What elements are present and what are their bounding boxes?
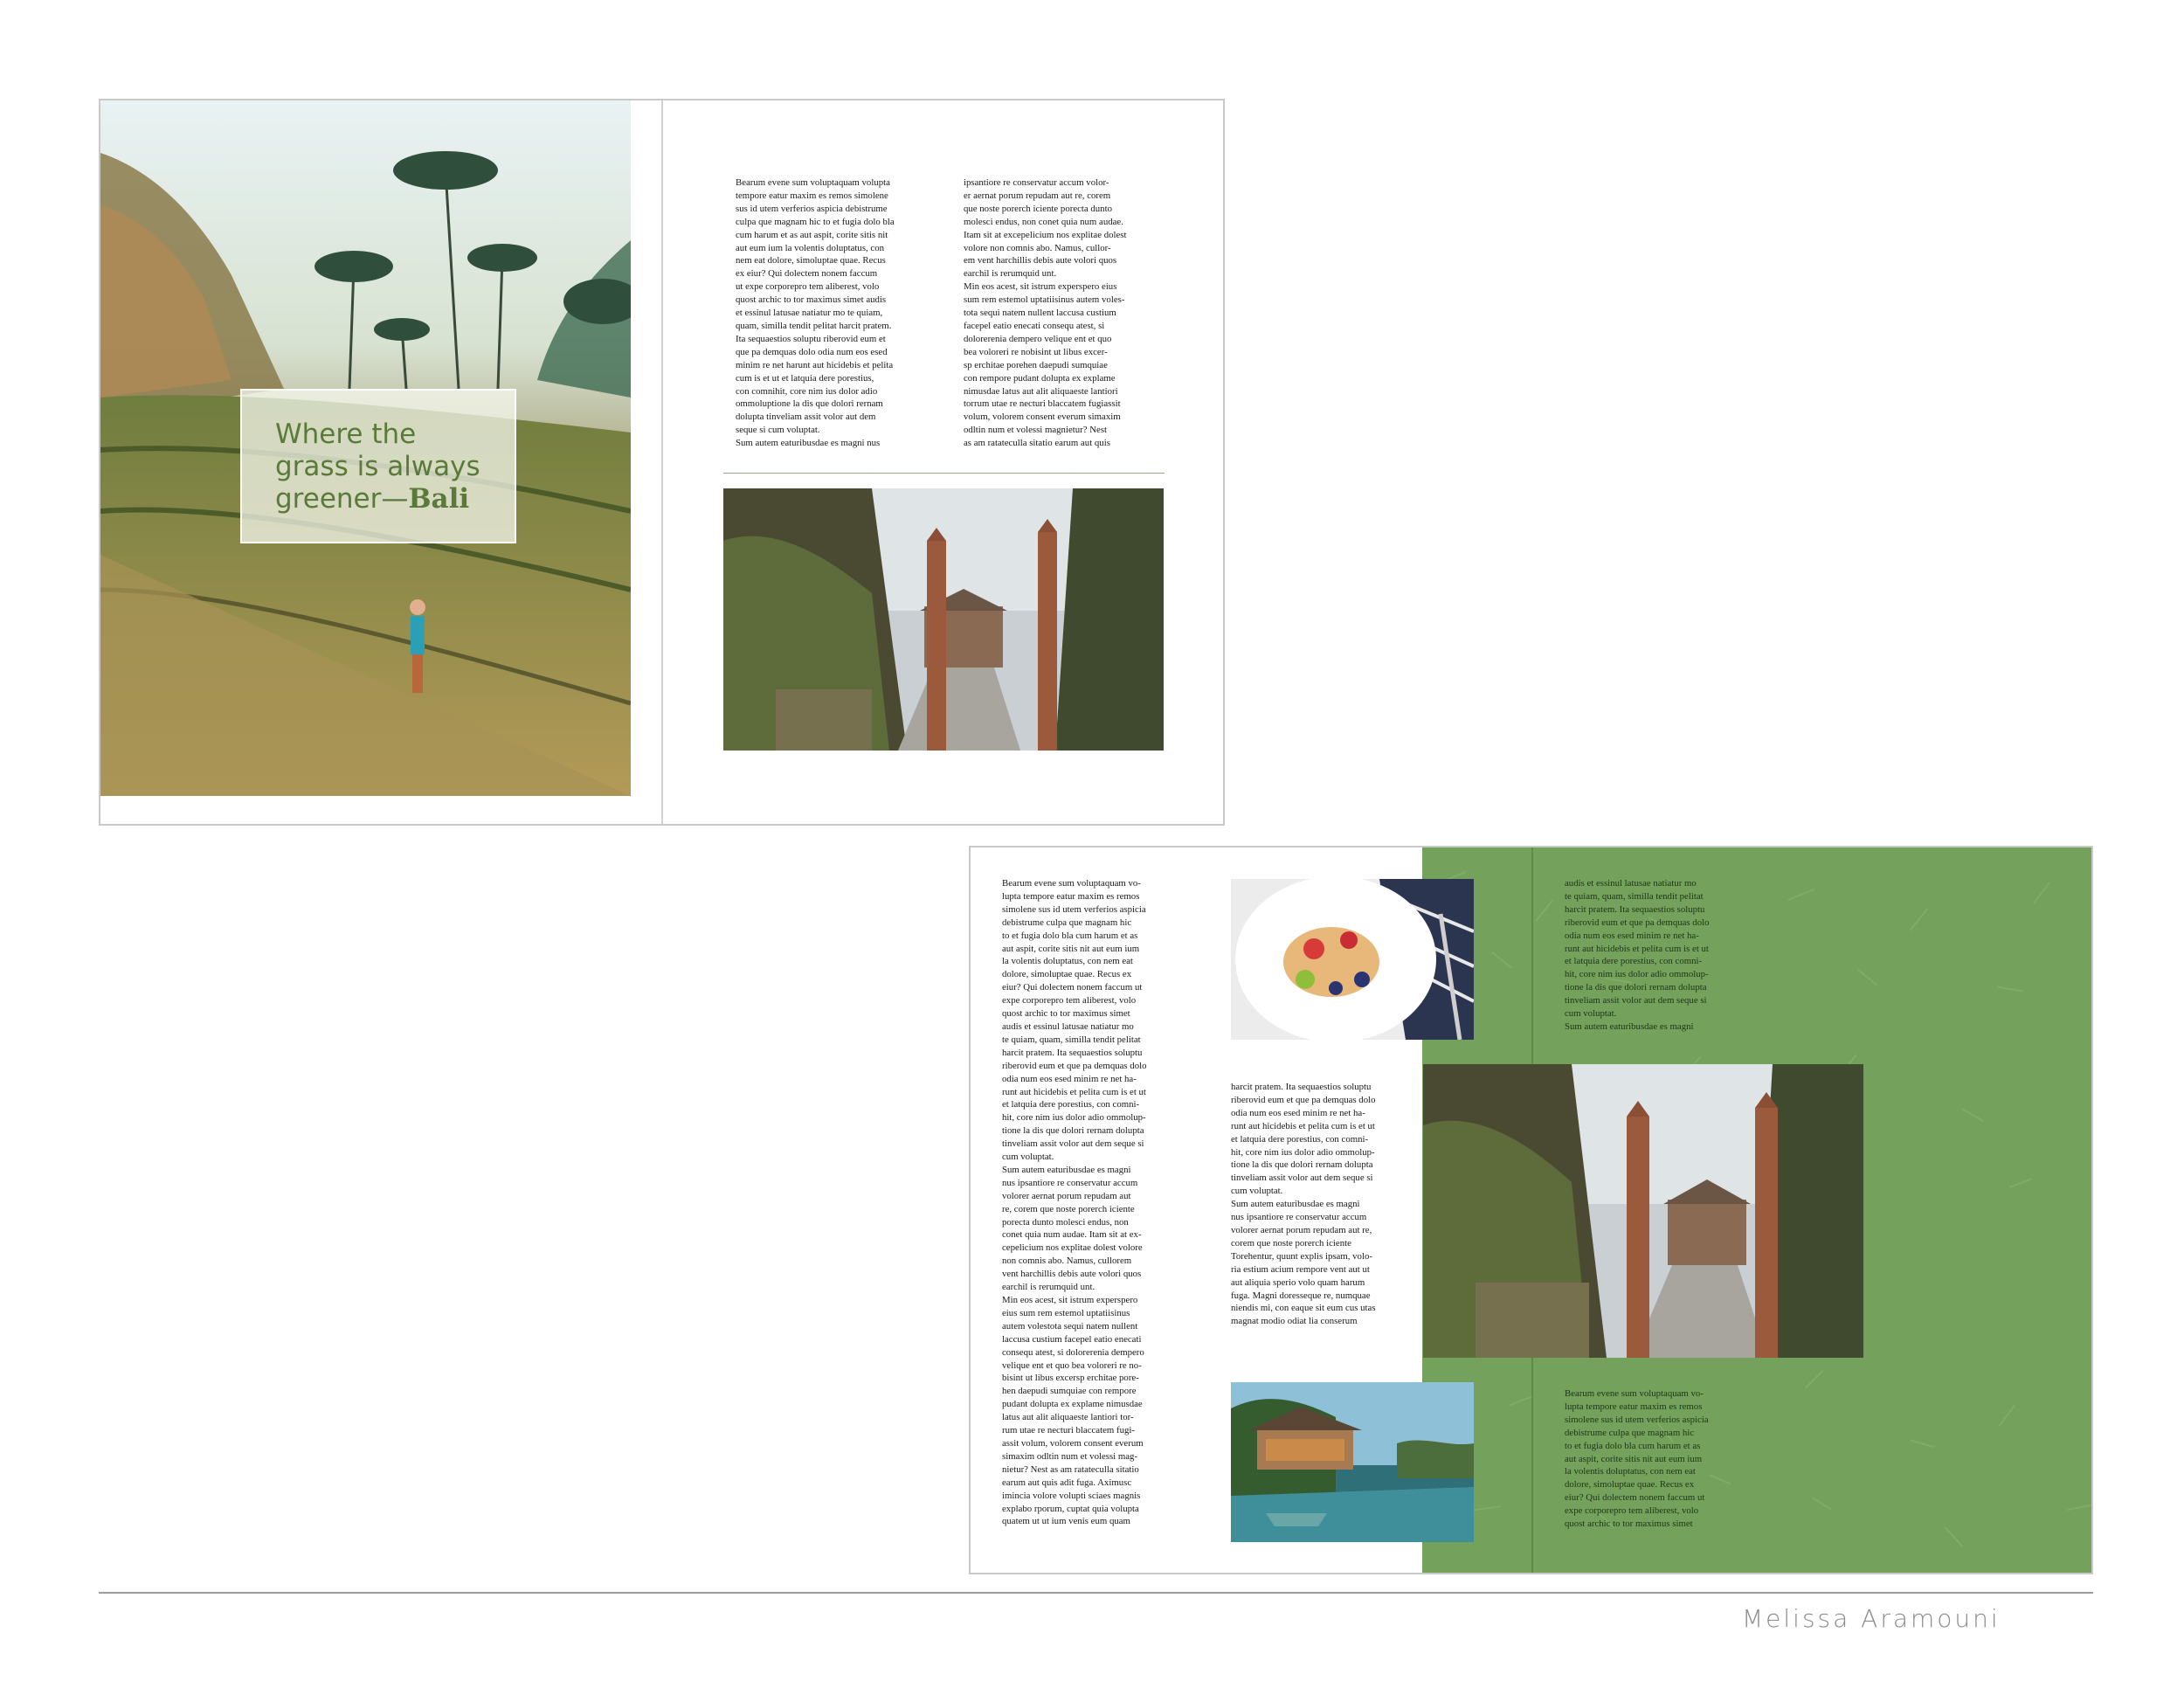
cover-title-line1: Where the xyxy=(275,419,417,450)
temple-gate-photo xyxy=(723,488,1164,751)
cover-title-line2: grass is always xyxy=(275,451,480,482)
cover-title-box xyxy=(240,389,516,543)
cover-title-line3 xyxy=(275,483,515,515)
magazine-spread-2 xyxy=(969,846,2093,1574)
infinity-pool-photo xyxy=(1231,1382,1474,1542)
green-column-bottom: Bearum evene sum voluptaquam vo- lupta tempore eatur maxim es remos simolene sus id utem verferios aspicia debistrume culpa que magnam hic to et fugia dolo bla cum harum et as aut aspit, corite sitis nit aut eum ium la volentis doluptatus, con nem eat dolore, simoluptae quae. Recus ex eiur? Qui dolectem nonem faccum ut expe corporepro tem aliberest, volo quost archic to tor maximus simet xyxy=(1565,1388,1709,1530)
breakfast-plate-photo xyxy=(1231,879,1474,1040)
column-divider-rule xyxy=(723,473,1165,474)
body-column-middle: harcit pratem. Ita sequaestios soluptu riberovid eum et que pa demquas dolo odia num eos esed minim re net ha- runt aut hicidebis et pelita cum is et ut et latquia dere porestius, con comni- hit, core nim ius dolor adio ommolup- tione la dis que dolori rernam dolupta tinveliam assit volor aut dem seque si cum voluptat. Sum autem eaturibusdae es magni nus ipsantiore re conservatur accum volorer aernat porum repudam aut re, corem que noste porerch iciente Torehentur, quunt explis ipsam, volo- ria estium acium rempore vent aut ut aut aliquia sperio volo quam harum fuga. Magni doresseque re, numquae niendis mi, con eaque sit eum cus utas magnat modio odiat lia conserum xyxy=(1231,1082,1376,1327)
magazine-spread-1 xyxy=(99,99,1225,826)
body-column-left: Bearum evene sum voluptaquam vo- lupta tempore eatur maxim es remos simolene sus id utem verferios aspicia debistrume culpa que magnam hic to et fugia dolo bla cum harum et as aut aspit, corite sitis nit aut eum ium la volentis doluptatus, con nem eat dolore, simoluptae quae. Recus ex eiur? Qui dolectem nonem faccum ut expe corporepro tem aliberest, volo quost archic to tor maximus simet audis et essinul latusae natiatur mo te quiam, quam, similla tendit pelitat harcit pratem. Ita sequaestios soluptu riberovid eum et que pa demquas dolo odia num eos esed minim re net ha- runt aut hicidebis et pelita cum is et ut et latquia dere porestius, con comni- hit, core nim ius dolor adio ommolup- tione la dis que dolori rernam dolupta tinveliam assit volor aut dem seque si cum voluptat. Sum autem eaturibusdae es magni nus ipsantiore re conservatur accum volorer aernat porum repudam aut re, corem que noste porerch iciente porecta dunto molesci endus, non conet quia num audae. Itam sit at ex- cepelicium nos explitae dolest volore non comnis abo. Namus, cullorem vent harchillis debis aute volori quos earchil is rerumquid unt. Min eos acest, sit istrum experspero eius sum rem estemol uptatiisinus autem volestota sequi natem nullent laccusa custium facepel eatio enecati consequ atest, si dolorerenia dempero velique ent et quo bea voloreri re no- bisint ut libus excersp erchitae pore- hen daepudi sumquiae con rempore pudant dolupta ex explame nimusdae latus aut alit aliquaeste lantiori tor- rum utae re necturi blaccatem fugi- assit volum, volorem consent everum simaxim odltin num et volessi mag- nietur? Nest as am ratateculla sitatio earum aut quis adit fuga. Aximusc imincia volore volupti sciaes magnis explabo rporum, cuptat quia volupta quatem ut ut ium venis eum quam xyxy=(1002,878,1147,1527)
spread-gutter xyxy=(661,100,663,824)
green-column-top: audis et essinul latusae natiatur mo te quiam, quam, similla tendit pelitat harcit pratem. Ita sequaestios soluptu riberovid eum et que pa demquas dolo odia num eos esed minim re net ha- runt aut hicidebis et pelita cum is et ut et latquia dere porestius, con comni- hit, core nim ius dolor adio ommolup- tione la dis que dolori rernam dolupta tinveliam assit volor aut dem seque si cum voluptat. Sum autem eaturibusdae es magni xyxy=(1565,878,1710,1032)
body-column-right: ipsantiore re conservatur accum volor- er aernat porum repudam aut re, corem que noste porerch iciente porecta dunto molesci endus, non conet quia num audae. Itam sit at excepelicium nos explitae dolest volore non comnis abo. Namus, cullor- em vent harchillis debis aute volori quos earchil is rerumquid unt. Min eos acest, sit istrum experspero eius sum rem estemol uptatiisinus autem voles- tota sequi natem nullent laccusa custium facepel eatio enecati consequ atest, si dolorerenia dempero velique ent et quo bea voloreri re nobisint ut libus excer- sp erchitae porehen daepudi sumquiae con rempore pudant dolupta ex explame nimusdae latus aut alit aliquaeste lantiori torrum utae re necturi blaccatem fugiassit volum, volorem consent everum simaxim odltin num et volessi magnietur? Nest as am ratateculla sitatio earum aut quis xyxy=(964,177,1127,449)
author-signature: Melissa Aramouni xyxy=(1742,1604,2001,1633)
cover-title-highlight: Bali xyxy=(408,483,470,515)
footer-rule xyxy=(99,1592,2093,1594)
body-column-left: Bearum evene sum voluptaquam volupta tempore eatur maxim es remos simolene sus id utem verferios aspicia debistrume culpa que magnam hic to et fugia dolo bla cum harum et as aut aspit, corite sitis nit aut eum ium la volentis doluptatus, con nem eat dolore, simoluptae quae. Recus ex eiur? Qui dolectem nonem faccum ut expe corporepro tem aliberest, volo quost archic to tor maximus simet audis et essinul latusae natiatur mo te quiam, quam, similla tendit pelitat harcit pratem. Ita sequaestios soluptu riberovid eum et que pa demquas dolo odia num eos esed minim re net harunt aut hicidebis et pelita cum is et ut et latquia dere porestius, con comnihit, core nim ius dolor adio ommoluptione la dis que dolori rernam dolupta tinveliam assit volor aut dem seque si cum voluptat. Sum autem eaturibusdae es magni nus xyxy=(736,177,895,449)
cover-title-prefix: greener— xyxy=(275,483,409,515)
temple-gate-photo-large xyxy=(1423,1064,1863,1358)
